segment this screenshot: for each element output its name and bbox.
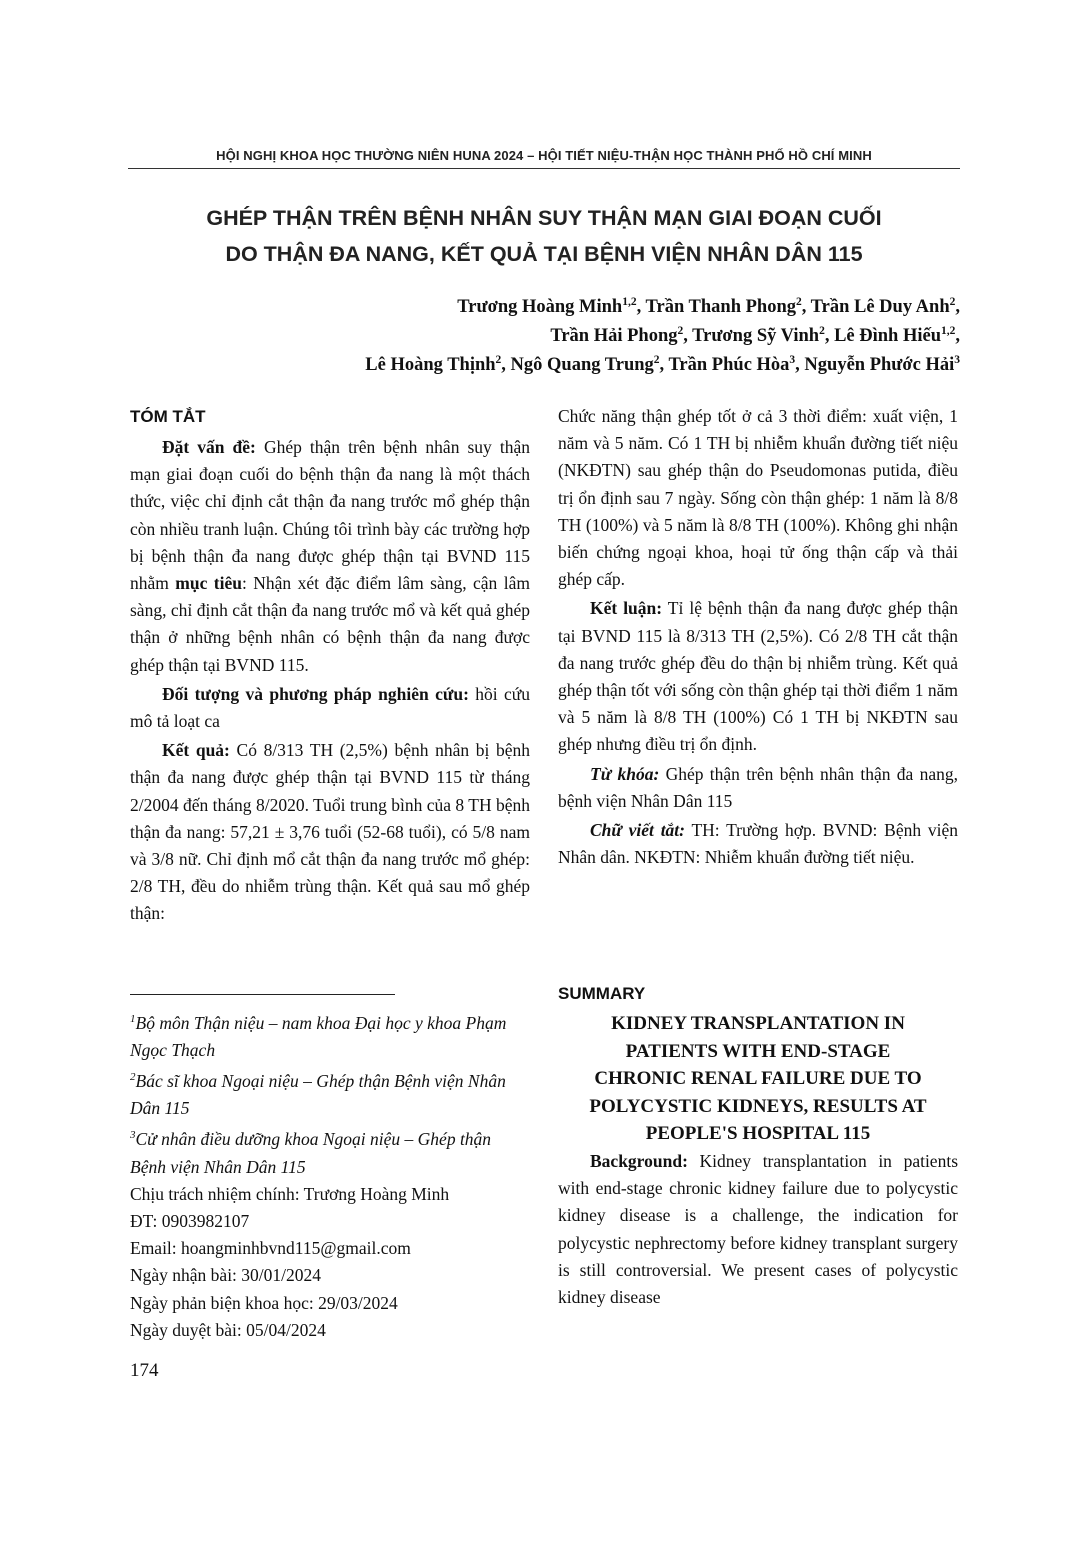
background-label: Đặt vấn đề:	[162, 437, 256, 457]
affiliation-2-text: Bác sĩ khoa Ngoại niệu – Ghép thận Bệnh viện Nhân Dân 115	[130, 1071, 506, 1119]
author-affiliation: 2	[819, 325, 825, 337]
affiliation-3-text: Cử nhân điều dưỡng khoa Ngoại niệu – Ghép thận Bệnh viện Nhân Dân 115	[130, 1129, 492, 1177]
affiliation-3	[130, 1122, 530, 1180]
author-name: Lê Hoàng Thịnh	[365, 355, 496, 375]
author-name: Trương Sỹ Vinh	[692, 326, 820, 346]
keywords-label: Từ khóa:	[590, 763, 660, 784]
author-affiliation: 1,2	[941, 325, 956, 337]
author-name: Nguyễn Phước Hải	[804, 355, 955, 375]
author-line-1: Trương Hoàng Minh$^{1,2}$, Trần Thanh Phong$^2$, Trần Lê Duy Anh$^2$,	[457, 296, 960, 317]
affiliation-1-sup: 1	[130, 1013, 136, 1025]
author-affiliation: 2	[653, 354, 660, 366]
author-affiliation: 2	[949, 296, 956, 308]
author-name: Trần Hải Phong	[550, 326, 678, 346]
background-text-2: : Nhận xét đặc điểm lâm sàng, cận lâm sàng, chỉ định cắt thận đa nang trước mổ và kết quả ghép thận ở những bệnh nhân có bệnh thận đa nang được ghép thận tại BVND 115.	[130, 573, 530, 675]
author-line-2: Trần Hải Phong$^2$, Trương Sỹ Vinh$^2$, Lê Đình Hiếu$^{1,2}$,	[550, 325, 960, 346]
author-affiliation: 2	[495, 354, 502, 366]
author-name: Trần Phúc Hòa	[668, 355, 790, 375]
summary-background-text: Kidney transplantation in patients with end-stage chronic kidney failure due to polycystic kidney disease is a challenge, the indication for polycystic nephrectomy before kidney transplant surgery is still controversial. We present cases of polycystic kidney disease	[558, 1151, 958, 1308]
english-title-line: KIDNEY TRANSPLANTATION IN	[611, 1013, 905, 1034]
abbreviations-text: TH: Trường hợp. BVND: Bệnh viện Nhân dân. NKĐTN: Nhiễm khuẩn đường tiết niệu.	[558, 820, 958, 868]
affiliation-3-sup: 3	[130, 1129, 136, 1142]
results-label: Kết quả:	[162, 740, 230, 761]
conclusion-label: Kết luận:	[590, 598, 663, 619]
summary-background-paragraph	[558, 1148, 958, 1311]
author-affiliation: 3	[789, 354, 796, 366]
header-rule	[128, 168, 960, 169]
english-title-line: PATIENTS WITH END-STAGE	[625, 1040, 891, 1062]
email[interactable]: Email: hoangminhbvnd115@gmail.com	[130, 1238, 411, 1259]
author-name: Trần Lê Duy Anh	[810, 297, 950, 317]
affiliation-2-sup: 2	[130, 1071, 136, 1084]
summary-body	[558, 1148, 958, 1313]
abbreviations-paragraph	[558, 817, 958, 871]
abbreviations-label: Chữ viết tắt:	[590, 820, 685, 841]
english-title-line: CHRONIC RENAL FAILURE DUE TO	[594, 1068, 922, 1089]
background-paragraph	[130, 434, 530, 679]
affiliation-1-text: Bộ môn Thận niệu – nam khoa Đại học y khoa Phạm Ngọc Thạch	[130, 1012, 507, 1061]
author-affiliation: 2	[795, 296, 802, 308]
author-line-3: Lê Hoàng Thịnh$^2$, Ngô Quang Trung$^2$, Trần Phúc Hòa$^3$, Nguyễn Phước Hải$^3$	[365, 354, 960, 375]
author-name: Lê Đình Hiếu	[834, 326, 941, 346]
author-name: Ngô Quang Trung	[510, 355, 654, 375]
methods-text: hồi cứu mô tả loạt ca	[130, 683, 530, 732]
footnotes	[130, 1006, 530, 1344]
title-line-2: DO THẬN ĐA NANG, KẾT QUẢ TẠI BỆNH VIỆN NHÂN DÂN 115	[225, 242, 863, 266]
abstract-right-column	[558, 403, 958, 873]
methods-label: Đối tượng và phương pháp nghiên cứu:	[162, 683, 469, 704]
affiliation-2	[130, 1064, 530, 1122]
results-paragraph	[130, 737, 530, 927]
footnote-rule	[130, 994, 395, 995]
corresponding-author: Chịu trách nhiệm chính: Trương Hoàng Minh	[130, 1183, 450, 1204]
summary-heading: SUMMARY	[558, 984, 646, 1003]
author-affiliation: 3	[954, 354, 960, 366]
phone: ĐT: 0903982107	[130, 1210, 250, 1231]
page-number: 174	[130, 1360, 159, 1381]
affiliation-1	[130, 1006, 530, 1064]
objective-label: mục tiêu	[175, 573, 242, 594]
background-text-1: Ghép thận trên bệnh nhân suy thận mạn giai đoạn cuối do bệnh thận đa nang là một thách thức, việc chỉ định cắt thận đa nang trước mổ ghép thận còn nhiều tranh luận. Chúng tôi trình bày các trường hợp bị bệnh thận đa nang được ghép thận tại BVND 115 nhằm	[130, 437, 530, 594]
abstract-heading: TÓM TẮT	[130, 407, 206, 426]
author-affiliation: 2	[677, 325, 684, 337]
date-received: Ngày nhận bài: 30/01/2024	[130, 1265, 322, 1286]
date-accepted: Ngày duyệt bài: 05/04/2024	[130, 1319, 326, 1340]
results-continuation: Chức năng thận ghép tốt ở cả 3 thời điểm: xuất viện, 1 năm và 5 năm. Có 1 TH bị nhiễm khuẩn đường tiết niệu (NKĐTN) sau ghép thận do Pseudomonas putida, điều trị ổn định sau 7 ngày. Sống còn thận ghép: 1 năm là 8/8 TH (100%) và 5 năm là 8/8 TH (100%). Không ghi nhận biến chứng ngoại khoa, hoại tử ống thận cấp và thải ghép cấp.	[558, 406, 958, 590]
summary-background-label: Background:	[590, 1151, 688, 1171]
results-text: Có 8/313 TH (2,5%) bệnh nhân bị bệnh thận đa nang được ghép thận tại BVND 115 từ tháng 2/2004 đến tháng 8/2020. Tuổi trung bình của 8 TH bệnh thận đa nang: 57,21 ± 3,76 tuổi (52-68 tuổi), có 5/8 nam và 3/8 nữ. Chỉ định mổ cắt thận đa nang trước mổ ghép: 2/8 TH, đều do nhiễm trùng thận. Kết quả sau mổ ghép thận:	[130, 740, 531, 924]
date-reviewed: Ngày phản biện khoa học: 29/03/2024	[130, 1292, 398, 1313]
author-list	[128, 293, 960, 380]
conclusion-text: Tỉ lệ bệnh thận đa nang được ghép thận tại BVND 115 là 8/313 TH (2,5%). Có 2/8 TH cắt thận đa nang trước ghép đều do thận bị nhiễm trùng. Kết quả ghép thận tốt với sống còn thận ghép tại thời điểm 1 năm và 5 năm là 8/8 TH (100%) Có 1 TH bị NKĐTN sau ghép nhưng điều trị ổn định.	[558, 598, 958, 755]
keywords-text: Ghép thận trên bệnh nhân thận đa nang, bệnh viện Nhân Dân 115	[558, 763, 958, 811]
abstract-left-column	[130, 403, 530, 930]
conclusion-paragraph	[558, 595, 958, 758]
author-affiliation: 1,2	[622, 296, 637, 308]
article-title	[128, 200, 960, 272]
title-line-1: GHÉP THẬN TRÊN BỆNH NHÂN SUY THẬN MẠN GIAI ĐOẠN CUỐI	[206, 206, 882, 230]
english-title-line: POLYCYSTIC KIDNEYS, RESULTS AT	[589, 1095, 927, 1117]
keywords-paragraph	[558, 761, 958, 815]
running-header: HỘI NGHỊ KHOA HỌC THƯỜNG NIÊN HUNA 2024 – HỘI TIẾT NIỆU-THẬN HỌC THÀNH PHỐ HỒ CHÍ MINH	[216, 148, 872, 163]
author-name: Trần Thanh Phong	[645, 297, 796, 317]
english-title	[558, 1010, 958, 1148]
author-name: Trương Hoàng Minh	[457, 297, 623, 317]
methods-paragraph	[130, 681, 530, 735]
english-title-line: PEOPLE'S HOSPITAL 115	[645, 1123, 871, 1144]
